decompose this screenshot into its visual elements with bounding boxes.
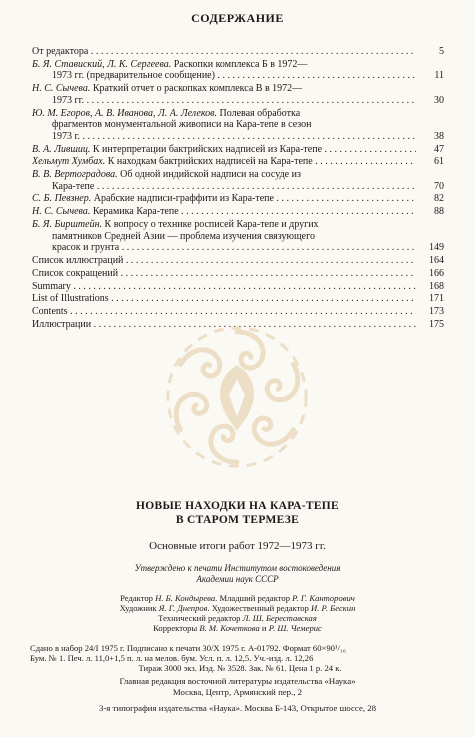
toc-entry — [32, 83, 444, 106]
toc-dot-leader — [274, 193, 416, 204]
toc-entry-text: Краткий отчет о раскопках комплекса В в 1972— — [92, 83, 303, 95]
toc-entry-line — [32, 131, 416, 143]
toc-entry-text: Список сокращений — [32, 267, 119, 279]
toc-dot-leader — [123, 255, 416, 266]
toc-dot-leader — [84, 95, 416, 106]
credit-person: Н. Б. Кондырева — [155, 593, 216, 603]
toc-entry — [32, 144, 444, 156]
toc-entry-text: Об одной индийской надписи на сосуде из — [120, 169, 301, 181]
toc-entry-line — [32, 108, 416, 120]
toc-entry-line — [32, 59, 416, 71]
toc-entry — [32, 293, 444, 305]
toc-entry-text: К находкам бактрийских надписей на Кара-тепе — [107, 156, 313, 168]
toc-entry-line — [32, 144, 416, 156]
toc-entry — [32, 268, 444, 280]
toc-page-number: 61 — [434, 156, 444, 168]
toc-entry-text: К интерпретации бактрийских надписей из Кара-тепе — [92, 143, 323, 155]
credit-role: Технический редактор — [158, 613, 243, 623]
credit-person: И. Р. Бескин — [310, 603, 356, 613]
toc-page-number: 11 — [434, 70, 444, 82]
toc-entry-line — [32, 219, 416, 231]
credit-line — [0, 623, 475, 633]
toc-page-number: 168 — [429, 280, 444, 292]
credit-line — [0, 603, 475, 613]
credit-person: Я. Г. Днепров — [158, 603, 208, 613]
toc-entry — [32, 206, 444, 218]
toc-page-number: 82 — [434, 193, 444, 205]
toc-entry-line — [32, 83, 416, 95]
toc-heading: СОДЕРЖАНИЕ — [191, 11, 284, 25]
credit-role: и — [259, 623, 269, 633]
toc-author: Б. Я. Бирштейн. — [32, 219, 103, 230]
toc-entry — [32, 281, 444, 293]
toc-entry — [32, 255, 444, 267]
toc-page-number: 149 — [429, 242, 444, 254]
toc-entry-text: К вопросу о технике росписей Кара-тепе и других — [104, 219, 319, 230]
toc-entry — [32, 108, 444, 143]
book-title-line: В СТАРОМ ТЕРМЕЗЕ — [175, 514, 300, 526]
toc-author: Хельмут Хумбах. — [32, 156, 106, 168]
toc-dot-leader — [80, 131, 416, 142]
toc-author: Ю. М. Егоров, А. В. Иванова, Л. А. Лелеков. — [32, 107, 217, 119]
toc-entry-text: List of Illustrations — [32, 293, 109, 305]
approval-line: Утверждено к печати Институтом востоковедения — [134, 563, 341, 573]
toc-entry — [32, 193, 444, 205]
toc-entry — [32, 59, 444, 82]
toc-page-number: 38 — [434, 130, 444, 142]
editorial-credits — [0, 593, 475, 633]
toc-entry-text: Керамика Кара-тепе — [92, 206, 179, 218]
publisher-emblem-icon — [158, 318, 316, 476]
toc-author: Н. С. Сычева. — [32, 206, 91, 218]
toc-entry-text: Summary — [32, 280, 71, 292]
toc-entry-line — [32, 293, 416, 305]
credit-line — [0, 593, 475, 603]
print-imprint — [30, 643, 450, 673]
credit-person: Р. Ш. Чемерис — [268, 623, 322, 633]
toc-entry-line — [32, 46, 416, 58]
publisher-line: Москва, Центр, Армянский пер., 2 — [172, 686, 303, 697]
toc-entry-text: От редактора — [32, 46, 89, 57]
toc-entry-text: памятников Средней Азии — проблема изучения связующего — [52, 230, 315, 242]
book-subtitle: Основные итоги работ 1972—1973 гг. — [149, 540, 326, 552]
toc-entry-text: 1973 гг. — [52, 94, 85, 106]
book-title-line: НОВЫЕ НАХОДКИ НА КАРА-ТЕПЕ — [135, 500, 340, 512]
toc-page-number: 175 — [429, 318, 444, 330]
toc-entry-line — [32, 268, 416, 280]
credit-role: Корректоры — [153, 623, 200, 633]
toc-dot-leader — [119, 242, 416, 253]
toc-page-number: 173 — [429, 306, 444, 318]
credit-person: Р. Г. Канторович — [292, 593, 355, 603]
toc-entry — [32, 306, 444, 318]
toc-page-number: 47 — [434, 143, 444, 155]
toc-entry-text: Арабские надписи-граффити из Кара-тепе — [93, 193, 274, 205]
toc-entry-text: 1973 гг. (предварительное сообщение) — [52, 70, 215, 82]
imprint-line: Тираж 3000 экз. Изд. № 3528. Зак. № 61. Цена 1 р. 24 к. — [138, 663, 342, 673]
toc-dot-leader — [94, 181, 416, 192]
toc-entry-text: Иллюстрации — [32, 318, 92, 330]
toc-entry-line — [32, 281, 416, 293]
toc-entry-line — [32, 70, 416, 82]
toc-entry — [32, 219, 444, 254]
toc-dot-leader — [109, 293, 416, 304]
credit-person: Л. Ш. Береставская — [242, 613, 317, 623]
toc-entry — [32, 156, 444, 168]
toc-entry-text: Contents — [32, 306, 68, 318]
toc-author: Н. С. Сычева. — [32, 83, 91, 95]
publisher-info — [0, 676, 475, 697]
toc-page-number: 70 — [434, 180, 444, 192]
book-title — [0, 499, 475, 527]
credit-role: Редактор — [120, 593, 156, 603]
toc-page-number: 30 — [434, 94, 444, 106]
credit-line — [0, 613, 475, 623]
toc-entry-line — [32, 242, 416, 254]
toc-page-number: 88 — [434, 206, 444, 218]
credit-role: . Художественный редактор — [207, 603, 311, 613]
toc-page-number: 166 — [429, 267, 444, 279]
toc-entry-line — [32, 181, 416, 193]
credit-role: . Младший редактор — [215, 593, 293, 603]
publisher-line: Главная редакция восточной литературы издательства «Наука» — [119, 676, 356, 686]
toc-entry-line — [32, 169, 416, 181]
credit-person: В. М. Кочеткова — [199, 623, 260, 633]
toc-entry-text: Кара-тепе — [52, 180, 95, 192]
approval-line: Академии наук СССР — [196, 573, 279, 584]
toc-dot-leader — [71, 281, 416, 292]
printer-info: 3-я типография издательства «Наука». Москва Б-143, Открытое шоссе, 28 — [98, 703, 377, 713]
approval-note — [0, 563, 475, 584]
toc-entry-line — [32, 306, 416, 318]
toc-page-number: 171 — [429, 293, 444, 305]
toc-dot-leader — [215, 70, 416, 81]
toc-entry-line — [32, 206, 416, 218]
toc-page-number: 5 — [439, 46, 444, 57]
imprint-line: Бум. № 1. Печ. л. 11,0+1,5 п. л. на мелов. бум. Усл. п. л. 12,5. Уч.-изд. л. 12,26 — [30, 653, 314, 663]
toc-author: В. В. Вертоградова. — [32, 169, 118, 181]
toc-dot-leader — [179, 206, 416, 217]
toc-entry-text: Раскопки комплекса Б в 1972— — [173, 58, 308, 70]
toc-page-number: 164 — [429, 254, 444, 266]
toc-entry-text: красок и грунта — [52, 242, 120, 254]
toc-entry — [32, 169, 444, 192]
credit-role: Художник — [119, 603, 159, 613]
toc-dot-leader — [88, 46, 416, 57]
toc-entry-line — [32, 119, 416, 131]
toc-entry-line — [32, 255, 416, 267]
toc-entry — [32, 46, 444, 58]
toc-dot-leader — [68, 306, 416, 317]
toc-dot-leader — [322, 144, 416, 155]
toc-author: В. А. Лившиц. — [32, 143, 91, 155]
toc-entry-line — [32, 231, 416, 243]
toc-entry-line — [32, 95, 416, 107]
toc-entry-text: фрагментов монументальной живописи на Кара-тепе в сезон — [52, 119, 312, 131]
toc-entry-text: 1973 г. — [52, 130, 80, 142]
toc-entry-line — [32, 156, 416, 168]
toc-entry-line — [32, 193, 416, 205]
toc-dot-leader — [118, 268, 416, 279]
toc-entry-text: Полевая обработка — [219, 107, 301, 119]
table-of-contents — [32, 46, 444, 332]
toc-author: Б. Я. Ставиский, Л. К. Сергеева. — [32, 58, 172, 70]
imprint-line: Сдано в набор 24/I 1975 г. Подписано к печати 30/X 1975 г. А-01792. Формат 60×90¹/₁₆ — [30, 643, 346, 653]
toc-author: С. Б. Певзнер. — [32, 193, 92, 205]
toc-dot-leader — [313, 156, 416, 167]
toc-entry-text: Список иллюстраций — [32, 254, 124, 266]
